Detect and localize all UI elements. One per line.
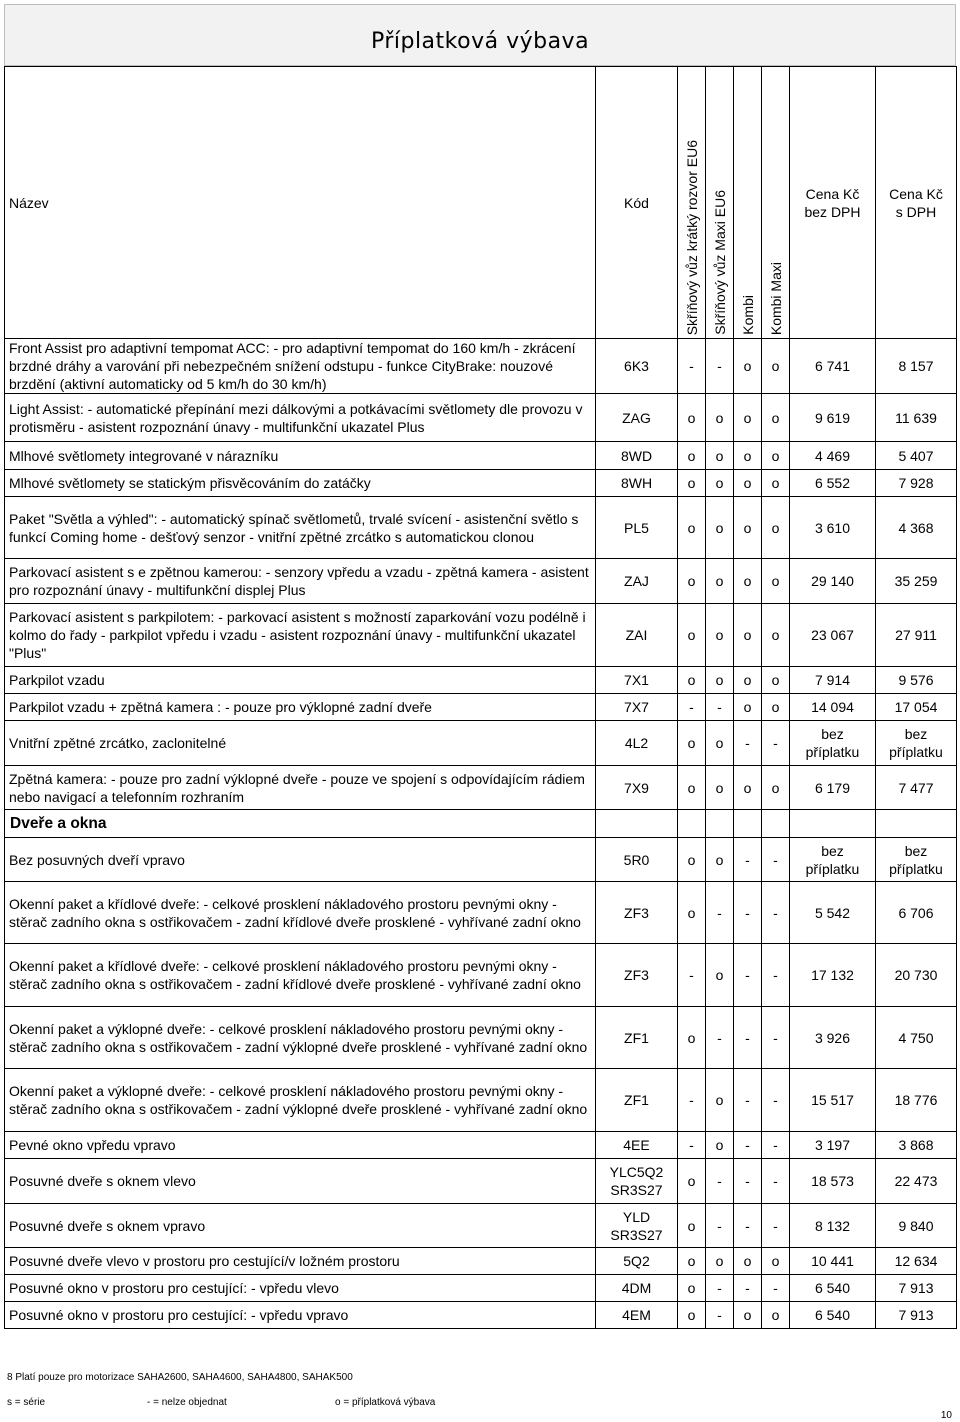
price-net: 7 914 — [790, 667, 876, 694]
price-gross: 35 259 — [876, 559, 957, 604]
header-price-gross: Cena Kč s DPH — [876, 67, 957, 339]
availability-cell: o — [706, 1069, 734, 1132]
availability-cell: o — [678, 838, 706, 882]
price-gross: 5 407 — [876, 442, 957, 470]
table-row — [5, 766, 957, 810]
availability-cell: - — [706, 1204, 734, 1248]
availability-cell: o — [762, 442, 790, 470]
item-name: Parkpilot vzadu + zpětná kamera : - pouze pro výklopné zadní dveře — [5, 694, 596, 721]
table-row — [5, 1275, 957, 1302]
availability-cell: o — [706, 1248, 734, 1275]
price-gross: 7 477 — [876, 766, 957, 810]
item-code: ZF3 — [596, 944, 678, 1007]
section-empty-cell — [734, 810, 762, 838]
item-code: 5R0 — [596, 838, 678, 882]
item-name: Paket "Světla a výhled": - automatický spínač světlometů, trvalé svícení - asistenční světlo s funkcí Coming home - dešťový senzor - vnitřní zpětné zrcátko s automatickou clonou — [5, 497, 596, 559]
price-net: 3 610 — [790, 497, 876, 559]
availability-cell: - — [678, 694, 706, 721]
availability-cell: o — [762, 667, 790, 694]
section-title: Dveře a okna — [5, 810, 596, 838]
availability-cell: - — [734, 1132, 762, 1159]
availability-cell: - — [734, 838, 762, 882]
availability-cell: - — [706, 694, 734, 721]
availability-cell: - — [762, 1275, 790, 1302]
table-row — [5, 1132, 957, 1159]
price-gross: 9 840 — [876, 1204, 957, 1248]
price-gross: 12 634 — [876, 1248, 957, 1275]
price-net: bez příplatku — [790, 721, 876, 766]
availability-cell: o — [762, 470, 790, 497]
availability-cell: o — [706, 667, 734, 694]
item-name: Posuvné dveře s oknem vpravo — [5, 1204, 596, 1248]
price-net: 8 132 — [790, 1204, 876, 1248]
price-net: 29 140 — [790, 559, 876, 604]
availability-cell: o — [734, 497, 762, 559]
availability-cell: o — [678, 1007, 706, 1069]
item-name: Posuvné okno v prostoru pro cestující: - vpředu vlevo — [5, 1275, 596, 1302]
availability-cell: o — [734, 559, 762, 604]
item-name: Mlhové světlomety integrované v nárazníku — [5, 442, 596, 470]
availability-cell: o — [762, 497, 790, 559]
availability-cell: - — [706, 1007, 734, 1069]
item-code: 6K3 — [596, 339, 678, 394]
availability-cell: o — [678, 882, 706, 944]
price-net: 17 132 — [790, 944, 876, 1007]
item-code: 4DM — [596, 1275, 678, 1302]
availability-cell: - — [762, 1132, 790, 1159]
footnote: 8 Platí pouze pro motorizace SAHA2600, SAHA4600, SAHA4800, SAHAK500 — [7, 1372, 353, 1383]
title-banner — [4, 4, 956, 66]
price-net: 14 094 — [790, 694, 876, 721]
header-price-net: Cena Kč bez DPH — [790, 67, 876, 339]
price-gross: 9 576 — [876, 667, 957, 694]
item-name: Okenní paket a křídlové dveře: - celkové prosklení nákladového prostoru pevnými okny - stěrač zadního okna s ostřikovačem - zadní křídlové dveře prosklené - vyhřívané zadní okno — [5, 882, 596, 944]
item-name: Okenní paket a výklopné dveře: - celkové prosklení nákladového prostoru pevnými okny - stěrač zadního okna s ostřikovačem - zadní výklopné dveře prosklené - vyhřívané zadní okno — [5, 1007, 596, 1069]
table-row — [5, 394, 957, 442]
availability-cell: - — [734, 721, 762, 766]
availability-cell: - — [706, 339, 734, 394]
availability-cell: o — [678, 1302, 706, 1329]
price-gross: 7 928 — [876, 470, 957, 497]
availability-cell: o — [762, 339, 790, 394]
availability-cell: - — [706, 1302, 734, 1329]
item-code: 7X1 — [596, 667, 678, 694]
item-name: Okenní paket a křídlové dveře: - celkové prosklení nákladového prostoru pevnými okny - stěrač zadního okna s ostřikovačem - zadní křídlové dveře prosklené - vyhřívané zadní okno — [5, 944, 596, 1007]
price-gross: bez příplatku — [876, 838, 957, 882]
item-code: 8WH — [596, 470, 678, 497]
page-title: Příplatková výbava — [370, 29, 590, 54]
table-row — [5, 604, 957, 667]
availability-cell: - — [762, 882, 790, 944]
price-net: 5 542 — [790, 882, 876, 944]
availability-cell: - — [762, 1007, 790, 1069]
item-name: Light Assist: - automatické přepínání mezi dálkovými a potkávacími světlomety dle provozu v protisměru - asistent rozpoznání únavy - multifunkční ukazatel Plus — [5, 394, 596, 442]
price-gross: 22 473 — [876, 1159, 957, 1204]
availability-cell: o — [706, 470, 734, 497]
availability-cell: - — [734, 1007, 762, 1069]
item-name: Posuvné okno v prostoru pro cestující: - vpředu vpravo — [5, 1302, 596, 1329]
price-gross: 6 706 — [876, 882, 957, 944]
price-gross: 17 054 — [876, 694, 957, 721]
item-name: Parkovací asistent s parkpilotem: - parkovací asistent s možností zaparkování vozu podélně i kolmo do řady - parkpilot vpředu i vzadu - asistent rozpoznání únavy - multifunkční ukazatel "Plus" — [5, 604, 596, 667]
availability-cell: o — [762, 694, 790, 721]
availability-cell: o — [706, 1132, 734, 1159]
price-gross: 8 157 — [876, 339, 957, 394]
table-row — [5, 838, 957, 882]
table-row — [5, 559, 957, 604]
price-net: 3 197 — [790, 1132, 876, 1159]
availability-cell: o — [734, 394, 762, 442]
header-variant-kombi-maxi: Kombi Maxi — [762, 67, 790, 339]
availability-cell: o — [734, 442, 762, 470]
availability-cell: o — [706, 721, 734, 766]
price-net: 18 573 — [790, 1159, 876, 1204]
availability-cell: o — [678, 766, 706, 810]
item-name: Pevné okno vpředu vpravo — [5, 1132, 596, 1159]
item-name: Posuvné dveře s oknem vlevo — [5, 1159, 596, 1204]
availability-cell: o — [734, 766, 762, 810]
header-variant-short: Skříňový vůz krátký rozvor EU6 — [678, 67, 706, 339]
availability-cell: o — [734, 694, 762, 721]
price-gross: 7 913 — [876, 1302, 957, 1329]
section-empty-cell — [876, 810, 957, 838]
price-gross: 7 913 — [876, 1275, 957, 1302]
price-net: 4 469 — [790, 442, 876, 470]
item-code: ZF3 — [596, 882, 678, 944]
availability-cell: o — [734, 604, 762, 667]
availability-cell: - — [734, 1204, 762, 1248]
availability-cell: o — [706, 497, 734, 559]
availability-cell: o — [762, 1248, 790, 1275]
availability-cell: - — [762, 1204, 790, 1248]
header-row — [5, 67, 957, 339]
table-row — [5, 882, 957, 944]
item-code: PL5 — [596, 497, 678, 559]
availability-cell: o — [734, 1248, 762, 1275]
availability-cell: o — [678, 667, 706, 694]
table-row — [5, 1248, 957, 1275]
price-net: 6 741 — [790, 339, 876, 394]
table-row — [5, 1204, 957, 1248]
availability-cell: o — [762, 1302, 790, 1329]
availability-cell: - — [734, 882, 762, 944]
item-name: Parkpilot vzadu — [5, 667, 596, 694]
table-row — [5, 339, 957, 394]
price-net: 9 619 — [790, 394, 876, 442]
item-code: ZAG — [596, 394, 678, 442]
header-name: Název — [5, 67, 596, 339]
item-code: 4EM — [596, 1302, 678, 1329]
section-empty-cell — [762, 810, 790, 838]
section-empty-cell — [596, 810, 678, 838]
price-gross: 20 730 — [876, 944, 957, 1007]
item-name: Okenní paket a výklopné dveře: - celkové prosklení nákladového prostoru pevnými okny - stěrač zadního okna s ostřikovačem - zadní výklopné dveře prosklené - vyhřívané zadní okno — [5, 1069, 596, 1132]
availability-cell: - — [762, 1159, 790, 1204]
item-code: 4EE — [596, 1132, 678, 1159]
availability-cell: - — [706, 1159, 734, 1204]
price-net: 6 179 — [790, 766, 876, 810]
availability-cell: o — [734, 667, 762, 694]
availability-cell: o — [734, 470, 762, 497]
availability-cell: o — [678, 1275, 706, 1302]
price-gross: 4 750 — [876, 1007, 957, 1069]
price-gross: 3 868 — [876, 1132, 957, 1159]
item-code: 4L2 — [596, 721, 678, 766]
table-row — [5, 944, 957, 1007]
availability-cell: - — [762, 1069, 790, 1132]
table-row — [5, 1302, 957, 1329]
availability-cell: o — [706, 766, 734, 810]
item-code: YLC5Q2 SR3S27 — [596, 1159, 678, 1204]
section-empty-cell — [790, 810, 876, 838]
table-row — [5, 1159, 957, 1204]
availability-cell: o — [706, 944, 734, 1007]
availability-cell: - — [706, 882, 734, 944]
availability-cell: - — [678, 339, 706, 394]
table-row — [5, 721, 957, 766]
availability-cell: - — [678, 1132, 706, 1159]
price-net: 10 441 — [790, 1248, 876, 1275]
item-code: 7X9 — [596, 766, 678, 810]
price-gross: 18 776 — [876, 1069, 957, 1132]
header-code: Kód — [596, 67, 678, 339]
legend-nelze: - = nelze objednat — [147, 1397, 227, 1408]
availability-cell: o — [706, 838, 734, 882]
availability-cell: o — [678, 1204, 706, 1248]
price-gross: bez příplatku — [876, 721, 957, 766]
item-name: Mlhové světlomety se statickým přisvěcováním do zatáčky — [5, 470, 596, 497]
availability-cell: o — [678, 442, 706, 470]
availability-cell: o — [678, 559, 706, 604]
equipment-table — [4, 66, 957, 1329]
item-code: ZF1 — [596, 1069, 678, 1132]
availability-cell: o — [762, 604, 790, 667]
item-code: 8WD — [596, 442, 678, 470]
availability-cell: - — [734, 1069, 762, 1132]
price-gross: 4 368 — [876, 497, 957, 559]
item-name: Parkovací asistent s e zpětnou kamerou: - senzory vpředu a vzadu - zpětná kamera - asistent pro rozpoznání únavy - multifunkční displej Plus — [5, 559, 596, 604]
table-row — [5, 497, 957, 559]
price-net: 3 926 — [790, 1007, 876, 1069]
availability-cell: - — [734, 1275, 762, 1302]
table-row — [5, 470, 957, 497]
availability-cell: o — [678, 1159, 706, 1204]
availability-cell: - — [734, 944, 762, 1007]
item-name: Vnitřní zpětné zrcátko, zaclonitelné — [5, 721, 596, 766]
availability-cell: - — [678, 1069, 706, 1132]
availability-cell: o — [706, 604, 734, 667]
availability-cell: o — [734, 339, 762, 394]
header-variant-kombi: Kombi — [734, 67, 762, 339]
legend-priplatkova: o = příplatková výbava — [335, 1397, 436, 1408]
availability-cell: - — [762, 721, 790, 766]
section-row — [5, 810, 957, 838]
table-row — [5, 694, 957, 721]
item-code: YLD SR3S27 — [596, 1204, 678, 1248]
availability-cell: - — [762, 944, 790, 1007]
price-net: 23 067 — [790, 604, 876, 667]
header-variant-maxi: Skříňový vůz Maxi EU6 — [706, 67, 734, 339]
item-code: 7X7 — [596, 694, 678, 721]
availability-cell: o — [734, 1302, 762, 1329]
table-row — [5, 667, 957, 694]
price-gross: 11 639 — [876, 394, 957, 442]
item-code: ZF1 — [596, 1007, 678, 1069]
item-name: Bez posuvných dveří vpravo — [5, 838, 596, 882]
availability-cell: - — [706, 1275, 734, 1302]
availability-cell: o — [706, 442, 734, 470]
availability-cell: - — [734, 1159, 762, 1204]
price-gross: 27 911 — [876, 604, 957, 667]
price-net: 6 540 — [790, 1275, 876, 1302]
item-name: Posuvné dveře vlevo v prostoru pro cestující/v ložném prostoru — [5, 1248, 596, 1275]
availability-cell: o — [678, 604, 706, 667]
availability-cell: o — [762, 559, 790, 604]
item-code: ZAJ — [596, 559, 678, 604]
price-net: 6 552 — [790, 470, 876, 497]
item-code: ZAI — [596, 604, 678, 667]
item-name: Zpětná kamera: - pouze pro zadní výklopné dveře - pouze ve spojení s odpovídajícím rádiem nebo navigací a telefonním rozhraním — [5, 766, 596, 810]
table-row — [5, 1007, 957, 1069]
item-code: 5Q2 — [596, 1248, 678, 1275]
availability-cell: o — [762, 766, 790, 810]
availability-cell: o — [678, 470, 706, 497]
table-row — [5, 1069, 957, 1132]
price-net: 15 517 — [790, 1069, 876, 1132]
availability-cell: o — [762, 394, 790, 442]
price-net: 6 540 — [790, 1302, 876, 1329]
item-name: Front Assist pro adaptivní tempomat ACC: - pro adaptivní tempomat do 160 km/h - zkrácení brzdné dráhy a varování při nebezpečném snížení odstupu - funkce CityBrake: nouzové brzdění (aktivní automaticky od 5 km/h do 30 km/h) — [5, 339, 596, 394]
price-net: bez příplatku — [790, 838, 876, 882]
availability-cell: o — [706, 559, 734, 604]
legend-serie: s = série — [7, 1397, 46, 1408]
availability-cell: o — [678, 721, 706, 766]
section-empty-cell — [678, 810, 706, 838]
availability-cell: - — [762, 838, 790, 882]
availability-cell: o — [678, 497, 706, 559]
availability-cell: - — [678, 944, 706, 1007]
page-number: 10 — [940, 1410, 952, 1421]
table-row — [5, 442, 957, 470]
availability-cell: o — [678, 1248, 706, 1275]
availability-cell: o — [678, 394, 706, 442]
availability-cell: o — [706, 394, 734, 442]
section-empty-cell — [706, 810, 734, 838]
